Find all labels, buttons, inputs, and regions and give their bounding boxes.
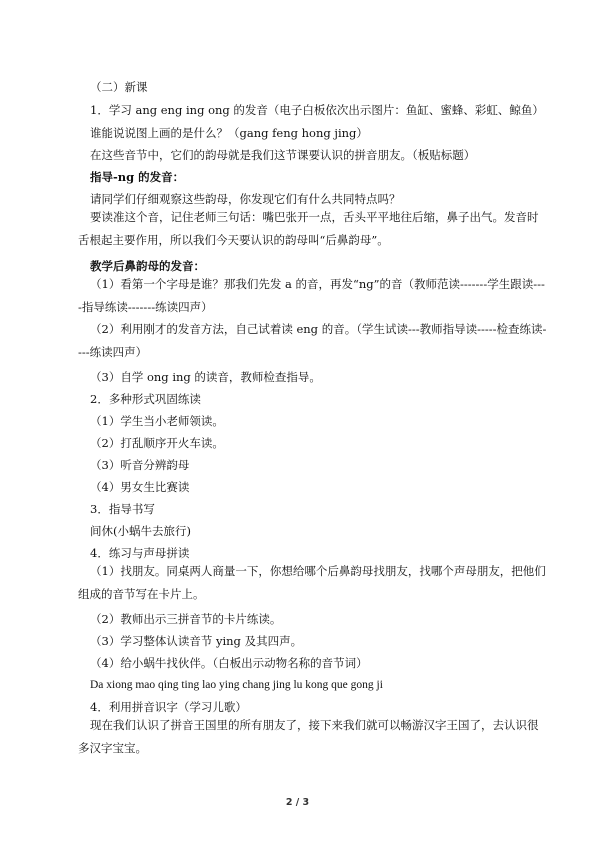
item-2-sub-1: （1）学生当小老师领读。 [90,414,224,428]
pronunciation-tips-paragraph: 要读准这个音，记住老师三句话：嘴巴张开一点，舌头平平地往后缩，鼻子出气。发音时舌根起主要作用，所以我们今天要认识的韵母叫“后鼻韵母”。 [78,210,539,247]
syllables-line: 在这些音节中，它们的韵母就是我们这节课要认识的拼音朋友。（板贴标题） [90,148,476,162]
item-2-sub-4: （4）男女生比赛读 [90,480,190,494]
question-line: 谁能说说图上画的是什么？（gang feng hong jing） [90,126,368,140]
step-1-paragraph: （1）看第一个字母是谁？那我们先发 a 的音，再发“ng”的音（教师范读-------学生跟读----指导练读-------练读四声） [78,277,545,314]
step-2-paragraph: （2）利用刚才的发音方法，自己试着读 eng 的音。（学生试读---教师指导读-----检查练读----练读四声） [78,322,547,359]
break-line: 间休(小蜗牛去旅行) [90,524,191,538]
ng-guidance-heading: 指导-ng 的发音： [90,170,185,184]
item-4-sub-2: （2）教师出示三拼音节的卡片练读。 [90,612,282,626]
item-learn-pronunciation: 1．学习 ang eng ing ong 的发音（电子白板依次出示图片：鱼缸、蜜蜂、彩虹、鲸鱼） [90,103,544,117]
closing-paragraph: 现在我们认识了拼音王国里的所有朋友了，接下来我们就可以畅游汉字王国了，去认识很多汉字宝宝。 [78,718,539,755]
step-3-line: （3）自学 ong ing 的读音，教师检查指导。 [90,370,321,384]
item-4-sub-4: （4）给小蜗牛找伙伴。（白板出示动物名称的音节词） [90,656,368,670]
teaching-heading: 教学后鼻韵母的发音： [90,259,205,273]
observe-line: 请同学们仔细观察这些韵母，你发现它们有什么共同特点吗？ [90,192,401,206]
pinyin-words-line: Da xiong mao qing ting lao ying chang jing lu kong que gong ji [90,679,383,691]
item-4-heading: 4．练习与声母拼读 [90,546,190,560]
item-4-sub-3: （3）学习整体认读音节 ying 及其四声。 [90,634,303,648]
item-4b-heading: 4．利用拼音识字（学习儿歌） [90,700,247,714]
item-2-heading: 2．多种形式巩固练读 [90,392,201,406]
section-heading-new-lesson: （二）新课 [90,80,148,94]
item-2-sub-3: （3）听音分辨韵母 [90,458,190,472]
item-3-heading: 3．指导书写 [90,502,155,516]
page-number: 2 / 3 [285,797,310,808]
item-2-sub-2: （2）打乱顺序开火车读。 [90,436,224,450]
item-4-sub-1-paragraph: （1）找朋友。同桌两人商量一下，你想给哪个后鼻韵母找朋友，找哪个声母朋友，把他们组成的音节写在卡片上。 [78,564,546,601]
